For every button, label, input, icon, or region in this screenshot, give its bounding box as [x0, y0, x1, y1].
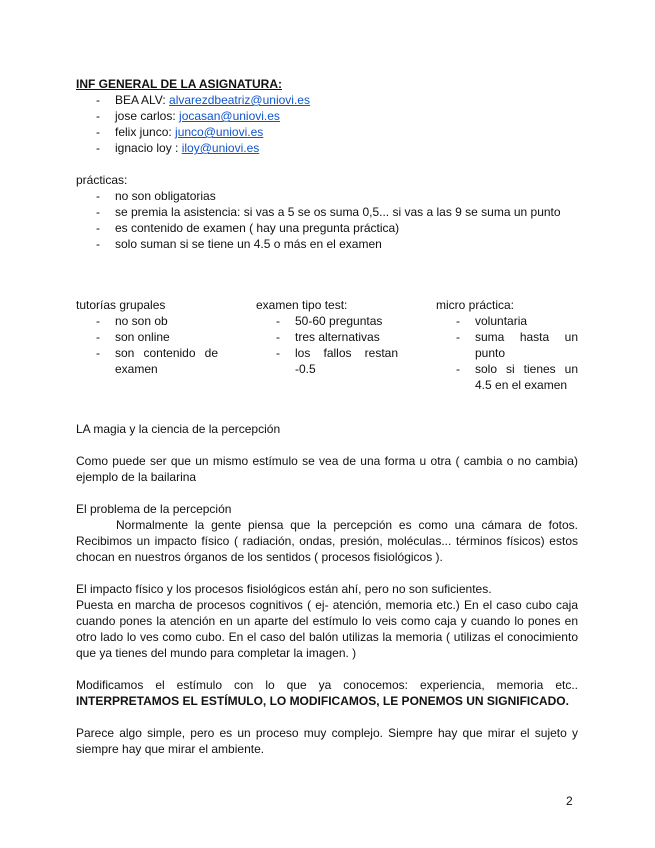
contact-list: [76, 92, 578, 156]
list-item: - solo si tienes un 4.5 en el examen: [436, 361, 578, 393]
list-item: - solo suman si se tiene un 4.5 o más en el examen: [76, 236, 578, 252]
list-item: - no son obligatorias: [76, 188, 578, 204]
email-link[interactable]: junco@uniovi.es: [175, 125, 264, 139]
list-item: - voluntaria: [436, 313, 578, 329]
contact-name: ignacio loy :: [115, 141, 182, 155]
column-tutorias: [76, 297, 218, 393]
contact-name: felix junco:: [115, 125, 176, 139]
contact-item: [76, 108, 578, 124]
paragraph: Como puede ser que un mismo estímulo se vea de una forma u otra ( cambia o no cambia) ejemplo de la bailarina: [76, 454, 578, 484]
list-item: - suma hasta un punto: [436, 329, 578, 361]
section-heading: INF GENERAL DE LA ASIGNATURA:: [76, 77, 282, 91]
column-title: tutorías grupales: [76, 298, 166, 312]
paragraph: Normalmente la gente piensa que la percepción es como una cámara de fotos. Recibimos un impacto físico ( radiación, ondas, presión, moléculas... términos físicos) estos chocan en nuestros órganos de los sentidos ( procesos fisiológicos ).: [76, 518, 578, 564]
paragraph: Parece algo simple, pero es un proceso muy complejo. Siempre hay que mirar el sujeto y siempre hay que mirar el ambiente.: [76, 726, 578, 756]
document-page: [76, 76, 578, 757]
column-title: micro práctica:: [436, 298, 515, 312]
paragraph: Puesta en marcha de procesos cognitivos ( ej- atención, memoria etc.) En el caso cubo caja cuando pones la atención en un aparte del estímulo lo veis como caja y cuando lo pones en otro lado lo ves como cubo. En el caso del balón utilizas la memoria ( utilizas el conocimiento que ya tienes del mundo para completar la imagen. ): [76, 598, 578, 660]
paragraph-line: El impacto físico y los procesos fisiológicos están ahí, pero no son suficientes.: [76, 582, 492, 596]
list-item: - es contenido de examen ( hay una pregunta práctica): [76, 220, 578, 236]
list-item: - son contenido de examen: [76, 345, 218, 377]
column-title: examen tipo test:: [256, 298, 348, 312]
list-item: - se premia la asistencia: si vas a 5 se os suma 0,5... si vas a las 9 se suma un punto: [76, 204, 578, 220]
three-column-section: [76, 297, 578, 393]
list-item: - tres alternativas: [256, 329, 398, 345]
list-item: - los fallos restan -0.5: [256, 345, 398, 377]
problem-title: El problema de la percepción: [76, 502, 232, 516]
contact-item: [76, 92, 578, 108]
column-micro-practica: [436, 297, 578, 393]
practicas-title: prácticas:: [76, 173, 128, 187]
list-item: - no son ob: [76, 313, 218, 329]
contact-item: [76, 140, 578, 156]
email-link[interactable]: jocasan@uniovi.es: [179, 109, 280, 123]
column-examen: [256, 297, 398, 393]
contact-item: [76, 124, 578, 140]
list-item: - 50-60 preguntas: [256, 313, 398, 329]
paragraph-text: Modificamos el estímulo con lo que ya conocemos: experiencia, memoria etc..: [76, 678, 578, 692]
paragraph: [76, 677, 578, 709]
email-link[interactable]: iloy@uniovi.es: [181, 141, 260, 155]
page-number: 2: [566, 794, 573, 808]
list-item: - son online: [76, 329, 218, 345]
contact-name: BEA ALV:: [115, 93, 170, 107]
practicas-list: [76, 188, 578, 252]
magic-title: LA magia y la ciencia de la percepción: [76, 422, 281, 436]
contact-name: jose carlos:: [115, 109, 180, 123]
email-link[interactable]: alvarezdbeatriz@uniovi.es: [169, 93, 310, 107]
emphasis-text: INTERPRETAMOS EL ESTÍMULO, LO MODIFICAMOS, LE PONEMOS UN SIGNIFICADO.: [76, 694, 569, 708]
